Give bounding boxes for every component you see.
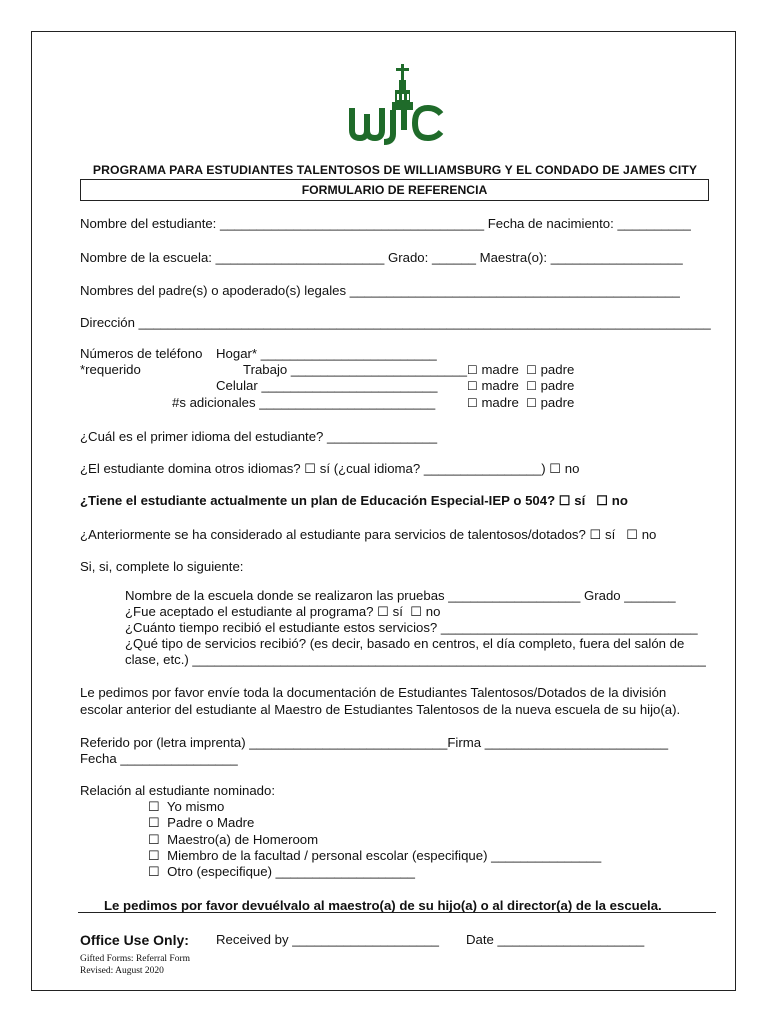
- office-use-label: Office Use Only:: [80, 932, 189, 948]
- checkbox-icon[interactable]: ☐: [467, 379, 478, 393]
- divider-line: [78, 912, 716, 913]
- wjc-logo: [346, 64, 446, 146]
- parents-line[interactable]: Nombres del padre(s) o apoderado(s) legales _____________________________________________: [80, 283, 680, 298]
- father-label: padre: [540, 395, 575, 410]
- checkbox-icon[interactable]: ☐: [526, 379, 537, 393]
- program-title: PROGRAMA PARA ESTUDIANTES TALENTOSOS DE WILLIAMSBURG Y EL CONDADO DE JAMES CITY: [92, 163, 698, 177]
- received-by-field[interactable]: Received by ____________________: [216, 932, 439, 947]
- form-title: FORMULARIO DE REFERENCIA: [80, 179, 709, 201]
- relationship-option-parent[interactable]: ☐ Padre o Madre: [148, 815, 255, 830]
- if-yes-instruction: Si, si, complete lo siguiente:: [80, 559, 244, 574]
- father-label: padre: [540, 362, 575, 377]
- footer-form-name: Gifted Forms: Referral Form: [80, 954, 191, 964]
- how-long-line[interactable]: ¿Cuánto tiempo recibió el estudiante estos servicios? ___________________________________: [125, 620, 698, 635]
- mother-label: madre: [481, 395, 519, 410]
- request-line-1: Le pedimos por favor envíe toda la documentación de Estudiantes Talentosos/Dotados de la división: [80, 685, 667, 700]
- father-label: padre: [540, 378, 575, 393]
- accepted-question[interactable]: ¿Fue aceptado el estudiante al programa? ☐ sí ☐ no: [125, 604, 441, 619]
- checkbox-icon[interactable]: ☐: [467, 363, 478, 377]
- required-note: *requerido: [80, 362, 141, 377]
- relationship-option-homeroom-teacher[interactable]: ☐ Maestro(a) de Homeroom: [148, 832, 319, 847]
- return-note: Le pedimos por favor devuélvalo al maestro(a) de su hijo(a) o al director(a) de la escuela.: [104, 898, 662, 913]
- service-type-line-2[interactable]: clase, etc.) ______________________________________________________________________: [125, 652, 706, 667]
- phones-label: Números de teléfono: [80, 346, 203, 361]
- office-date-field[interactable]: Date ____________________: [466, 932, 645, 947]
- mother-label: madre: [481, 362, 519, 377]
- request-line-2: escolar anterior del estudiante al Maestro de Estudiantes Talentosos de la nueva escuela de su hijo(a).: [80, 702, 681, 717]
- checkbox-icon[interactable]: ☐: [526, 396, 537, 410]
- service-type-line-1: ¿Qué tipo de servicios recibió? (es decir, basado en centros, el día completo, fuera del salón de: [125, 636, 685, 651]
- other-languages-question[interactable]: ¿El estudiante domina otros idiomas? ☐ sí (¿cual idioma? ________________) ☐ no: [80, 461, 580, 476]
- first-language-question[interactable]: ¿Cuál es el primer idioma del estudiante? _______________: [80, 429, 438, 444]
- checkbox-icon[interactable]: ☐: [526, 363, 537, 377]
- referral-date-line[interactable]: Fecha ________________: [80, 751, 238, 766]
- work-mother-option[interactable]: [467, 362, 574, 378]
- iep-question[interactable]: ¿Tiene el estudiante actualmente un plan de Educación Especial-IEP o 504? ☐ sí ☐ no: [80, 493, 628, 508]
- phone-additional-field[interactable]: #s adicionales ________________________: [172, 395, 436, 410]
- checkbox-icon[interactable]: ☐: [467, 396, 478, 410]
- phone-cell-field[interactable]: Celular ________________________: [216, 378, 438, 393]
- cell-mother-option[interactable]: [467, 378, 574, 394]
- relationship-label: Relación al estudiante nominado:: [80, 783, 276, 798]
- relationship-option-other[interactable]: ☐ Otro (especifique) ___________________: [148, 864, 415, 879]
- additional-mother-option[interactable]: [467, 395, 574, 411]
- relationship-option-self[interactable]: ☐ Yo mismo: [148, 799, 225, 814]
- previously-considered-question[interactable]: ¿Anteriormente se ha considerado al estudiante para servicios de talentosos/dotados? ☐ sí ☐ no: [80, 527, 657, 542]
- school-line[interactable]: Nombre de la escuela: _______________________ Grado: ______ Maestra(o): __________________: [80, 250, 683, 265]
- mother-label: madre: [481, 378, 519, 393]
- footer-revised: Revised: August 2020: [80, 966, 164, 976]
- relationship-option-staff[interactable]: ☐ Miembro de la facultad / personal escolar (especifique) _______________: [148, 848, 602, 863]
- testing-school-line[interactable]: Nombre de la escuela donde se realizaron las pruebas __________________ Grado _______: [125, 588, 676, 603]
- address-line[interactable]: Dirección ______________________________________________________________________________: [80, 315, 711, 330]
- student-name-line[interactable]: Nombre del estudiante: ____________________________________ Fecha de nacimiento: __________: [80, 216, 691, 231]
- phone-work-field[interactable]: Trabajo ________________________: [243, 362, 467, 377]
- phone-home-field[interactable]: Hogar* ________________________: [216, 346, 437, 361]
- referred-by-line[interactable]: Referido por (letra imprenta) ___________________________Firma _________________________: [80, 735, 669, 750]
